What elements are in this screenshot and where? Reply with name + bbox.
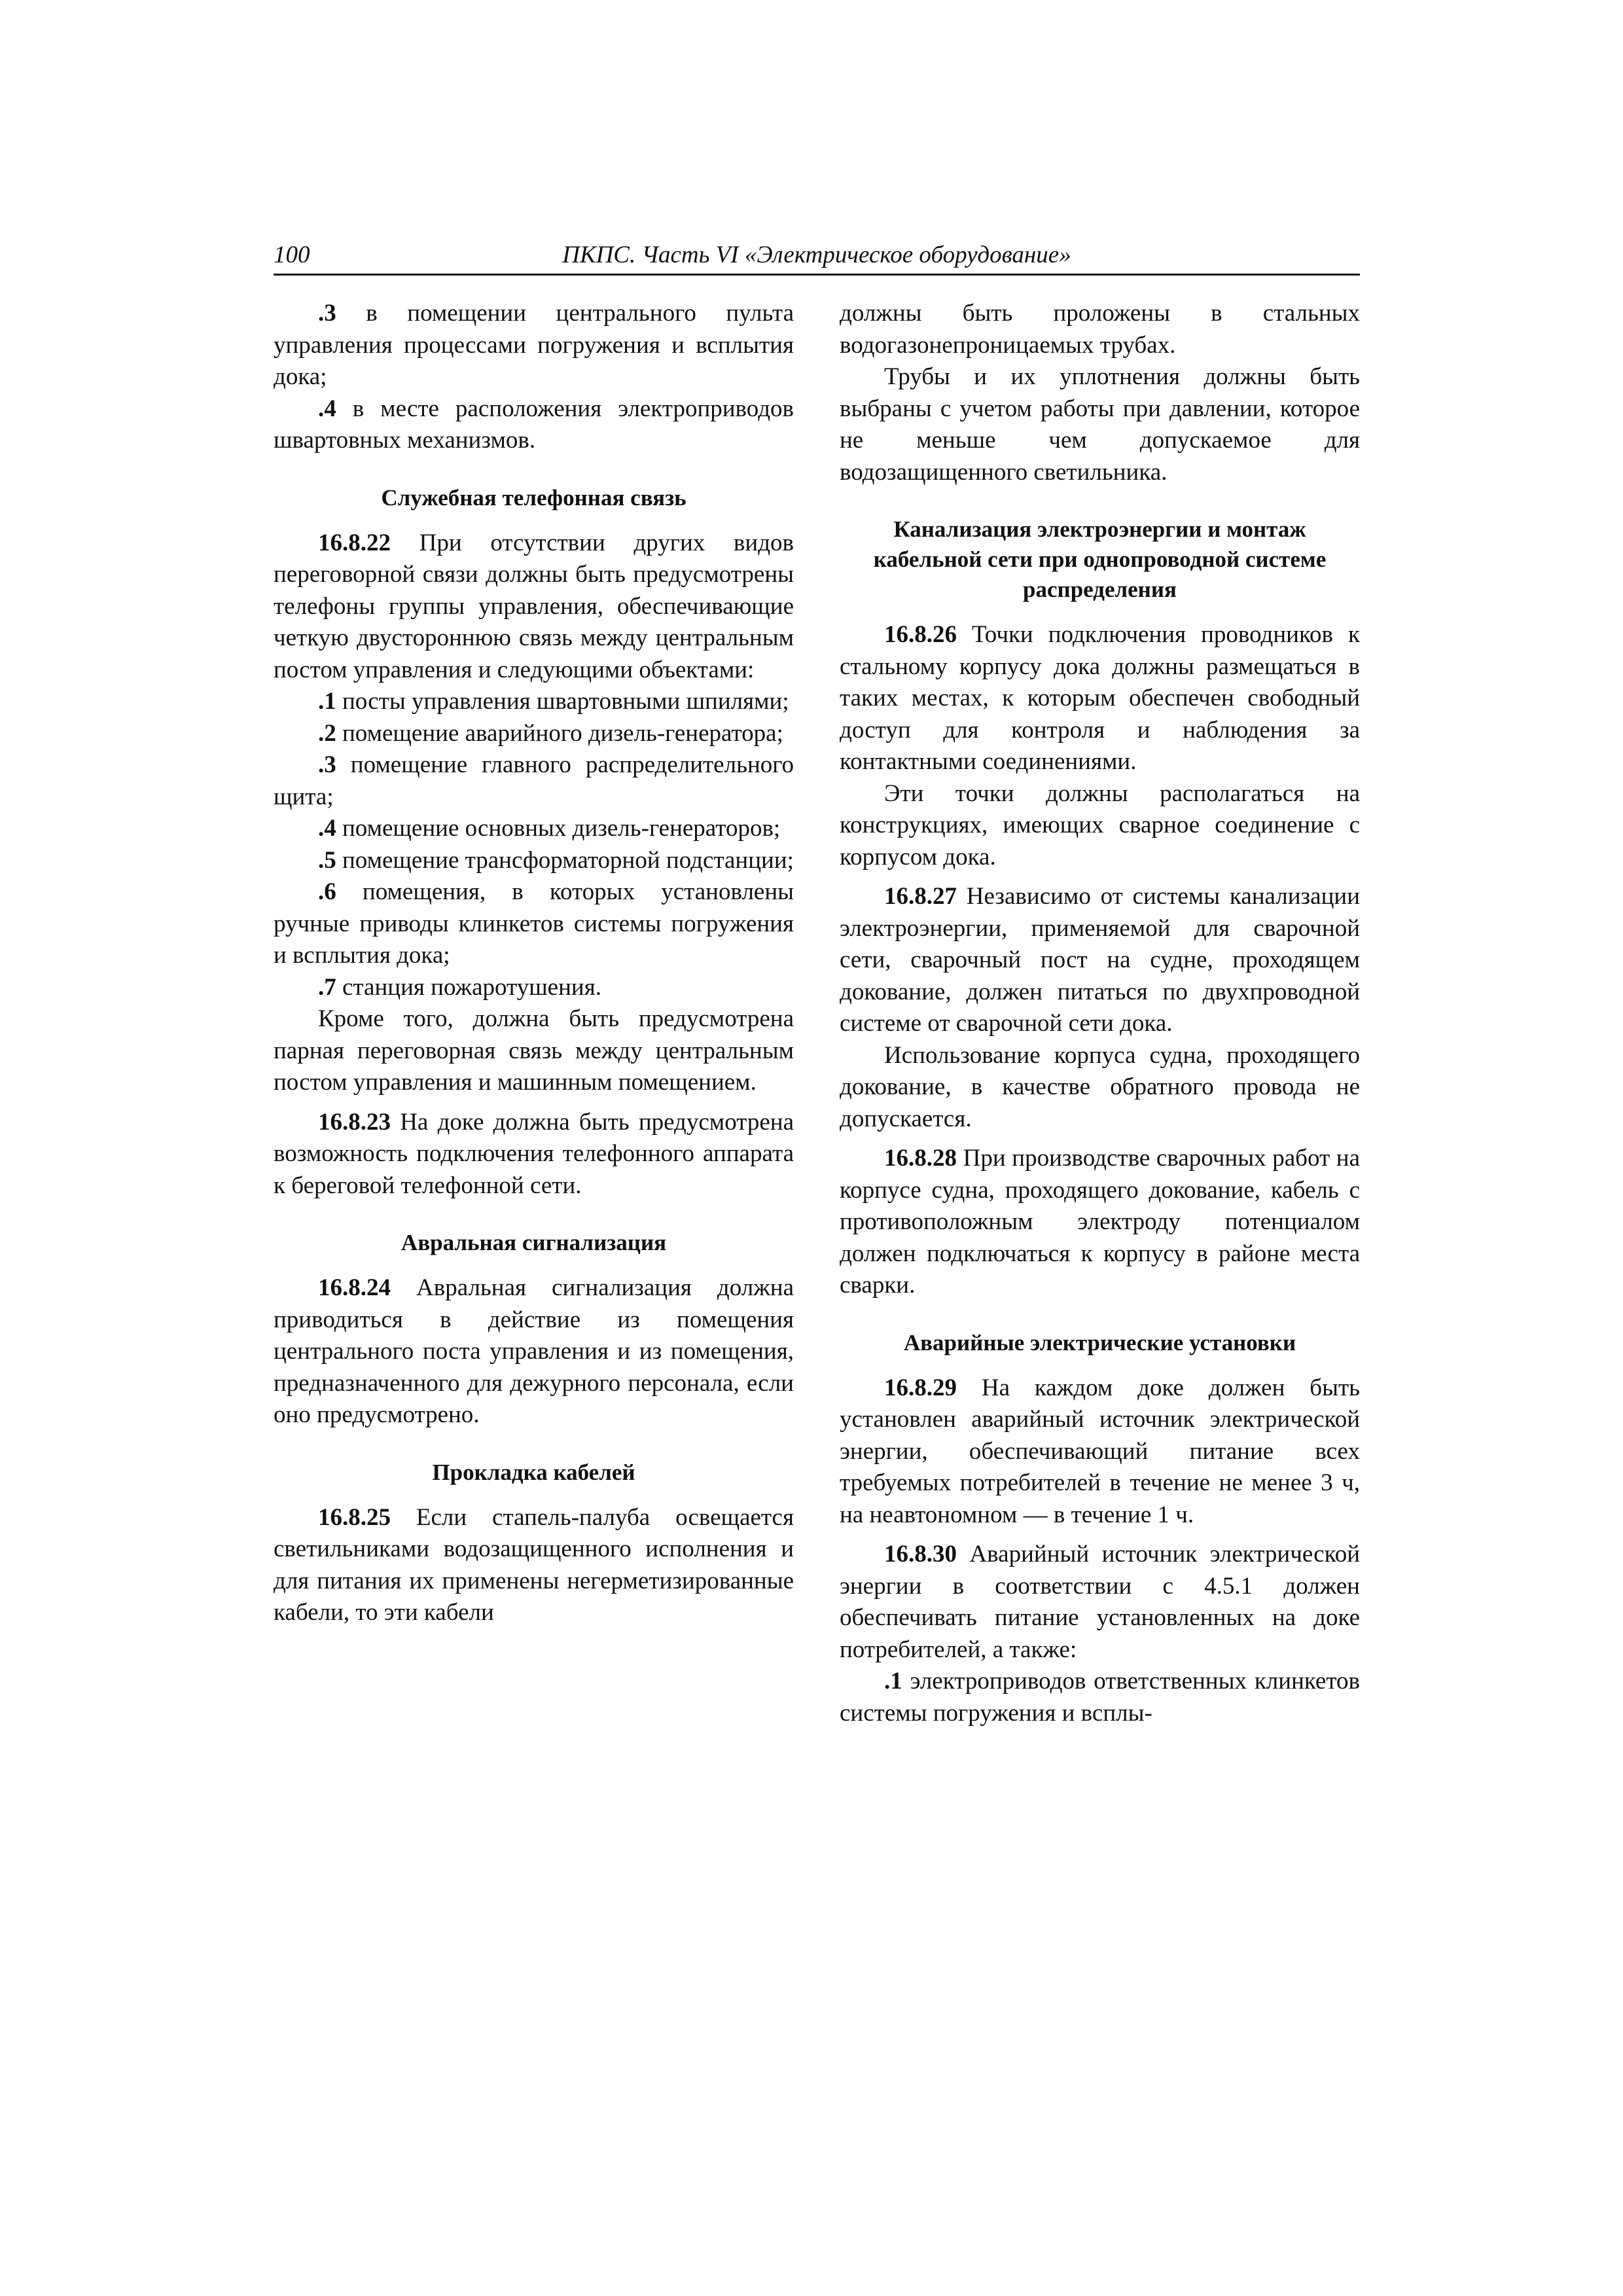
left-column — [274, 298, 794, 1629]
list-item — [274, 298, 794, 393]
section-heading-emergency: Аварийные электрические установки — [903, 1329, 1296, 1355]
clause-number: 16.8.24 — [318, 1274, 391, 1301]
paragraph-besides: Кроме того, должна быть предусмотрена парная переговорная связь между центральным постом управления и машинным помещением. — [274, 1005, 794, 1096]
clause-text: На доке должна быть предусмотрена возможность подключения телефонного аппарата к береговой телефонной сети. — [274, 1108, 794, 1199]
item-number: .4 — [318, 395, 336, 422]
item-number: .5 — [318, 846, 336, 874]
clause-text: Точки подключения проводников к стальному корпусу дока должны размещаться в таких местах, к которым обеспечен свободный доступ для контроля и наблюдения за контактными соединениями. — [840, 621, 1360, 775]
item-text: станция пожаротушения. — [336, 973, 601, 1001]
clause-text: При производстве сварочных работ на корпусе судна, проходящего докование, кабель с противоположным электроду потенциалом должен подключаться к корпусу в районе места сварки. — [840, 1145, 1360, 1299]
item-number: .3 — [318, 300, 336, 327]
item-number: .3 — [318, 751, 336, 778]
item-text: помещение аварийного дизель-генератора; — [336, 719, 783, 747]
clause-text: При отсутствии других видов переговорной связи должны быть предусмотрены телефоны группы управления, обеспечивающие четкую двустороннюю связь между центральным постом управления и следующими объектами: — [274, 529, 794, 683]
section-heading-phone: Служебная телефонная связь — [381, 484, 687, 511]
item-text: помещения, в которых установлены ручные приводы клинкетов системы погружения и всплытия дока; — [274, 878, 794, 969]
list-item — [274, 876, 794, 972]
clause-number: 16.8.29 — [884, 1374, 957, 1401]
paragraph-16-8-24 — [274, 1272, 794, 1431]
item-number: .1 — [884, 1668, 902, 1695]
list-item — [274, 845, 794, 877]
page-number: 100 — [274, 242, 310, 268]
paragraph-16-8-29 — [840, 1372, 1360, 1532]
item-text: в месте расположения электроприводов швартовных механизмов. — [274, 395, 794, 454]
clause-number: 16.8.28 — [884, 1145, 957, 1172]
paragraph-16-8-27 — [840, 881, 1360, 1040]
paragraph-16-8-30 — [840, 1539, 1360, 1666]
list-item — [274, 718, 794, 750]
item-text: помещение основных дизель-генераторов; — [336, 815, 781, 842]
clause-text: Авральная сигнализация должна приводиться в действие из помещения центрального поста управления и из помещения, предназначенного для дежурного персонала, если оно предусмотрено. — [274, 1274, 794, 1428]
section-heading-cables: Прокладка кабелей — [432, 1459, 635, 1485]
right-column — [840, 298, 1360, 1729]
paragraph-continuation: должны быть проложены в стальных водогазонепроницаемых трубах. — [840, 300, 1360, 359]
item-number: .2 — [318, 719, 336, 747]
section-heading-alarm: Авральная сигнализация — [401, 1230, 667, 1255]
item-text: помещение главного распределительного щита; — [274, 751, 794, 810]
running-title: ПКПС. Часть VI «Электрическое оборудование» — [562, 242, 1071, 268]
paragraph-16-8-23 — [274, 1107, 794, 1202]
paragraph-pipes: Трубы и их уплотнения должны быть выбраны с учетом работы при давлении, которое не меньше чем допускаемое для водозащищенного светильника. — [840, 363, 1360, 486]
list-item — [840, 1666, 1360, 1729]
item-text: электроприводов ответственных клинкетов системы погружения и всплы- — [840, 1668, 1360, 1727]
list-item — [274, 972, 794, 1004]
clause-text: Аварийный источник электрической энергии в соответствии с 4.5.1 должен обеспечивать питание установленных на доке потребителей, а также: — [840, 1541, 1360, 1663]
list-item — [274, 686, 794, 718]
paragraph-16-8-26 — [840, 619, 1360, 778]
item-text: помещение трансформаторной подстанции; — [336, 846, 794, 874]
clause-number: 16.8.26 — [884, 621, 957, 648]
item-number: .1 — [318, 688, 336, 715]
item-text: посты управления швартовными шпилями; — [336, 688, 789, 715]
paragraph-16-8-25 — [274, 1502, 794, 1629]
section-heading-sewer: Канализация электроэнергии и монтаж кабельной сети при однопроводной системе распределения — [873, 516, 1327, 602]
clause-text: Независимо от системы канализации электроэнергии, применяемой для сварочной сети, сварочный пост на судне, проходящем докование, должен питаться по двухпроводной системе от сварочной сети дока. — [840, 883, 1360, 1037]
list-item — [274, 749, 794, 813]
paragraph-16-8-28 — [840, 1143, 1360, 1302]
paragraph-16-8-22 — [274, 528, 794, 687]
clause-number: 16.8.22 — [318, 529, 391, 556]
clause-number: 16.8.23 — [318, 1108, 391, 1136]
item-number: .7 — [318, 973, 336, 1001]
item-text: в помещении центрального пульта управления процессами погружения и всплытия дока; — [274, 300, 794, 390]
item-number: .6 — [318, 878, 336, 905]
clause-text: Если стапель-палуба освещается светильниками водозащищенного исполнения и для питания их применены негерметизированные кабели, то эти кабели — [274, 1503, 794, 1626]
item-number: .4 — [318, 815, 336, 842]
paragraph-points: Эти точки должны располагаться на конструкциях, имеющих сварное соединение с корпусом дока. — [840, 780, 1360, 870]
clause-number: 16.8.25 — [318, 1503, 391, 1531]
clause-number: 16.8.30 — [884, 1541, 957, 1568]
list-item — [274, 393, 794, 457]
clause-number: 16.8.27 — [884, 883, 957, 910]
clause-text: На каждом доке должен быть установлен аварийный источник электрической энергии, обеспечивающий питание всех требуемых потребителей в течение не менее 3 ч, на неавтономном — в течение 1 ч. — [840, 1374, 1360, 1528]
page-header — [274, 241, 1360, 276]
paragraph-use: Использование корпуса судна, проходящего докование, в качестве обратного провода не допускается. — [840, 1041, 1360, 1132]
list-item — [274, 813, 794, 845]
